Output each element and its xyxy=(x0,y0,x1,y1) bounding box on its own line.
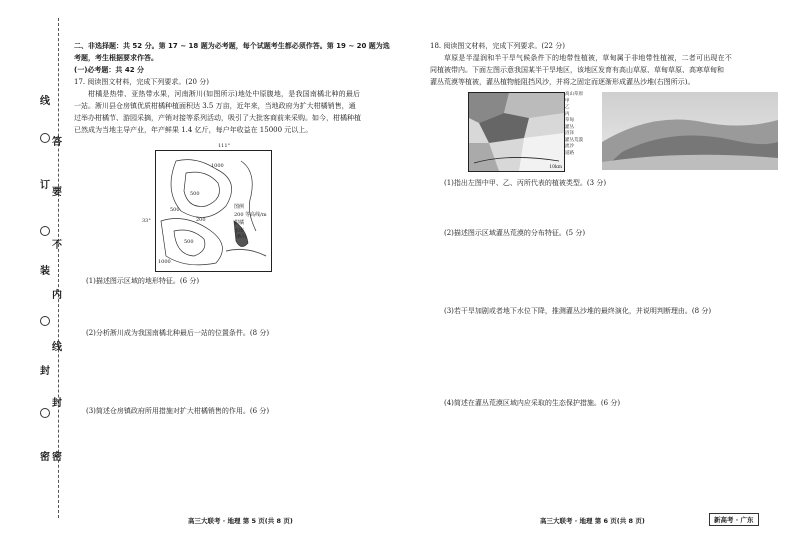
binding-circle xyxy=(40,408,50,418)
contour-label: 500 xyxy=(170,207,180,213)
q17-title: 17. 阅读图文材料，完成下列要求。(20 分) xyxy=(74,78,209,86)
q17-para-line: 一站。淅川县仓房镇优质柑橘种植面积达 3.5 万亩，近年来，当地政府为扩大柑橘销售，通 xyxy=(74,102,356,110)
contour-label: 500 xyxy=(184,239,194,245)
binding-circle xyxy=(40,316,50,326)
legend-item: 丙 xyxy=(565,111,570,117)
binding-char: 封 xyxy=(52,398,62,409)
q18-sub2: (2)描述图示区域灌丛荒漠的分布特征。(5 分) xyxy=(444,229,586,237)
contour-label: 1000 xyxy=(211,163,224,169)
binding-char: 密 xyxy=(52,452,62,463)
binding-circle xyxy=(40,226,50,236)
binding-char: 答 xyxy=(52,137,62,148)
vegetation-map-svg xyxy=(469,93,564,171)
legend-item: 乙 xyxy=(565,105,570,110)
longitude-label: 111° xyxy=(218,143,231,149)
binding-char: 要 xyxy=(52,187,62,198)
q18-para-line: 草原是半湿润和半干旱气候条件下的地带性植被，草甸属于非地带性植被，二者可出现在不 xyxy=(444,54,732,62)
binding-char: 封 xyxy=(40,366,50,377)
legend-item: 道路 xyxy=(565,150,574,156)
required-title: (一)必考题：共 42 分 xyxy=(74,66,145,74)
legend-item: 流沙 xyxy=(565,144,574,149)
binding-strip xyxy=(0,0,60,550)
section-title: 二、非选择题：共 52 分。第 17 ~ 18 题为必考题，每个试题考生都必须作答。第 19 ~ 20 题为选 xyxy=(74,42,390,50)
nebkha-photo xyxy=(602,92,778,170)
place-label: 淅川 xyxy=(236,234,247,240)
left-column xyxy=(74,40,404,136)
q18-sub3: (3)若干旱加剧或者地下水位下降，推测灌丛沙堆的最终演化，并说明判断理由。(8 分) xyxy=(444,307,712,315)
legend-item: 柑橘 xyxy=(234,220,245,226)
legend-item: 草甸 xyxy=(565,118,574,123)
footer-left: 高三大联考 · 地理 第 5 页(共 8 页) xyxy=(188,517,293,525)
contour-map xyxy=(155,150,272,272)
binding-char: 不 xyxy=(52,240,62,251)
binding-char: 密 xyxy=(40,452,50,463)
contour-label: 500 xyxy=(190,191,200,197)
figure-18 xyxy=(468,92,778,170)
latitude-label: 33° xyxy=(142,218,151,224)
exam-tag: 新高考 · 广东 xyxy=(709,513,759,526)
binding-char: 装 xyxy=(40,266,50,277)
legend-item: 沼泽 xyxy=(565,131,574,136)
legend-item: 200 等高线/m xyxy=(234,212,267,218)
binding-circle xyxy=(40,133,50,143)
q17-sub3: (3)简述仓房镇政府所用措施对扩大柑橘销售的作用。(6 分) xyxy=(86,407,270,415)
legend-title: 图例 xyxy=(234,204,245,210)
section-title-cont: 考题，考生根据要求作答。 xyxy=(74,54,158,62)
legend-item: 灌丛荒漠 xyxy=(565,137,583,143)
map-legend xyxy=(234,203,267,235)
q17-para-line: 柑橘是热带、亚热带水果，河南淅川(如图所示)地处中原腹地，是我国南橘北种的最后 xyxy=(88,90,361,98)
figure-legend xyxy=(565,92,597,157)
q18-sub4: (4)简述在灌丛荒漠区域内应采取的生态保护措施。(6 分) xyxy=(444,399,621,407)
q18-para-line: 灌丛荒漠等植被，灌丛植物能阻挡风沙，并将之固定而逐渐形成灌丛沙堆(右图所示)。 xyxy=(430,78,695,86)
q18-para-line: 同植被带内。下面左图示意我国某半干旱地区，该地区发育有高山草原、草甸草原、高寒草甸和 xyxy=(430,66,724,74)
contour-label: 200 xyxy=(196,217,206,223)
binding-char: 线 xyxy=(52,342,62,353)
binding-char: 内 xyxy=(52,290,62,301)
q18-title: 18. 阅读图文材料，完成下列要求。(22 分) xyxy=(430,42,565,50)
legend-item: 水库 xyxy=(234,228,245,234)
q17-para-line: 已然成为当地主导产业，年产鲜果 1.4 亿斤，每户年收益在 15000 元以上。 xyxy=(74,126,313,134)
vegetation-map xyxy=(468,92,565,172)
q17-sub2: (2)分析淅川成为我国南橘北种最后一站的位置条件。(8 分) xyxy=(86,329,270,337)
q17-para-line: 过举办柑橘节、游园采摘，产销对接等系列活动，吸引了大批客商前来采购。如今，柑橘种植 xyxy=(74,114,361,122)
contour-label: 1000 xyxy=(158,259,171,265)
binding-char: 线 xyxy=(40,96,50,107)
binding-char: 订 xyxy=(40,180,50,191)
nebkha-photo-svg xyxy=(602,92,778,170)
q17-sub1: (1)描述图示区域的地形特征。(6 分) xyxy=(86,277,200,285)
scale-label: 10km xyxy=(549,165,562,170)
footer-right: 高三大联考 · 地理 第 6 页(共 8 页) xyxy=(540,517,645,525)
binding-dashed-line xyxy=(58,18,59,518)
legend-item: 高山草原 xyxy=(565,92,583,97)
legend-item: 甲 xyxy=(565,98,570,104)
right-column xyxy=(430,40,770,88)
q18-sub1: (1)指出左图中甲、乙、丙所代表的植被类型。(3 分) xyxy=(444,179,607,187)
legend-item: 灌丛 xyxy=(565,124,574,130)
